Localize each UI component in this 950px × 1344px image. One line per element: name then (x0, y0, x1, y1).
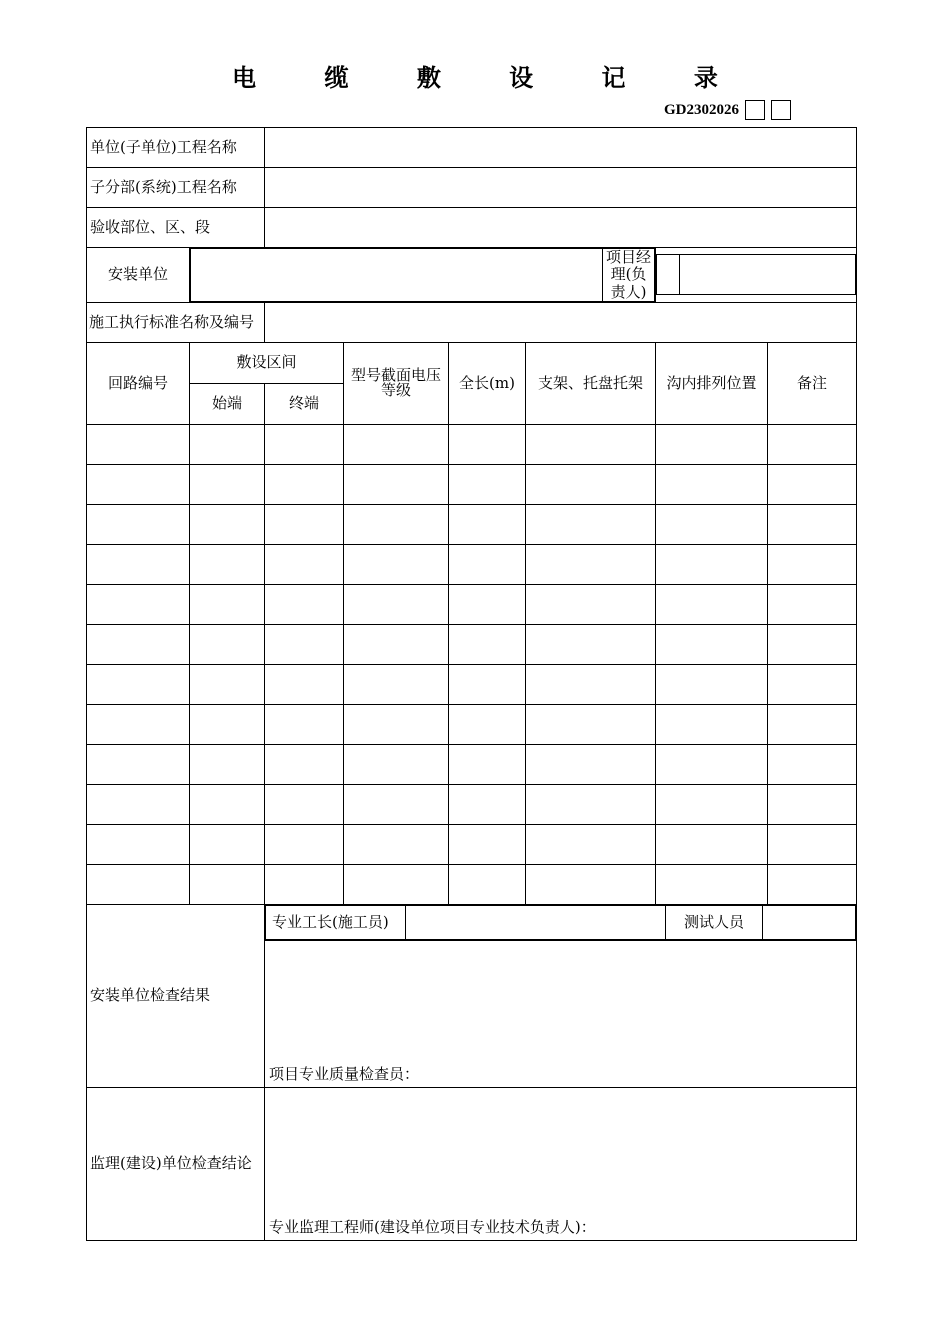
table-cell[interactable] (768, 464, 857, 504)
supervision-conclusion-area[interactable] (265, 1087, 857, 1240)
table-cell[interactable] (656, 824, 768, 864)
table-cell[interactable] (768, 704, 857, 744)
table-cell[interactable] (344, 584, 449, 624)
install-unit-label: 安装单位 (87, 248, 190, 303)
table-cell[interactable] (265, 664, 344, 704)
table-cell[interactable] (768, 864, 857, 904)
table-cell[interactable] (344, 544, 449, 584)
table-cell[interactable] (87, 544, 190, 584)
table-cell[interactable] (87, 504, 190, 544)
table-cell[interactable] (265, 584, 344, 624)
table-row (87, 584, 857, 624)
table-cell[interactable] (87, 744, 190, 784)
table-cell[interactable] (768, 744, 857, 784)
table-cell[interactable] (190, 504, 265, 544)
table-row (87, 784, 857, 824)
table-cell[interactable] (87, 704, 190, 744)
acceptance-part-label: 验收部位、区、段 (87, 208, 265, 248)
table-cell[interactable] (344, 424, 449, 464)
table-cell[interactable] (344, 784, 449, 824)
table-cell[interactable] (449, 864, 526, 904)
table-cell[interactable] (526, 544, 656, 584)
table-row (87, 464, 857, 504)
table-cell[interactable] (265, 464, 344, 504)
supervision-label: 监理(建设)单位检查结论 (87, 1087, 265, 1240)
table-cell[interactable] (190, 824, 265, 864)
table-cell[interactable] (449, 544, 526, 584)
cable-laying-record-table (86, 127, 857, 1241)
table-cell[interactable] (190, 424, 265, 464)
table-cell[interactable] (344, 664, 449, 704)
table-cell[interactable] (190, 784, 265, 824)
table-cell[interactable] (449, 464, 526, 504)
table-row (87, 624, 857, 664)
table-cell[interactable] (265, 624, 344, 664)
table-row (87, 864, 857, 904)
table-cell[interactable] (265, 864, 344, 904)
table-row (87, 504, 857, 544)
table-cell[interactable] (656, 504, 768, 544)
code-checkbox-2[interactable] (771, 100, 791, 120)
unit-project-label: 单位(子单位)工程名称 (87, 128, 265, 168)
project-manager-label: 项目经理(负责人) (603, 249, 655, 302)
table-cell[interactable] (344, 824, 449, 864)
unit-project-value[interactable] (265, 128, 857, 168)
standard-label: 施工执行标准名称及编号 (87, 302, 265, 342)
table-cell[interactable] (526, 624, 656, 664)
project-manager-value[interactable] (680, 255, 856, 295)
page-title: 电 缆 敷 设 记 录 (232, 63, 748, 92)
col-remark: 备注 (768, 342, 857, 424)
table-cell[interactable] (344, 504, 449, 544)
tester-value[interactable] (763, 905, 856, 939)
supervisor-sign-label: 专业监理工程师(建设单位项目专业技术负责人)： (269, 1217, 596, 1236)
table-cell[interactable] (190, 704, 265, 744)
table-cell[interactable] (265, 504, 344, 544)
table-cell[interactable] (190, 744, 265, 784)
table-cell[interactable] (190, 864, 265, 904)
table-cell[interactable] (526, 584, 656, 624)
table-cell[interactable] (449, 784, 526, 824)
col-length: 全长(m) (449, 342, 526, 424)
table-cell[interactable] (526, 464, 656, 504)
table-cell[interactable] (344, 864, 449, 904)
table-cell[interactable] (190, 544, 265, 584)
table-cell[interactable] (656, 584, 768, 624)
table-cell[interactable] (656, 704, 768, 744)
table-cell[interactable] (87, 424, 190, 464)
table-cell[interactable] (768, 824, 857, 864)
table-cell[interactable] (344, 464, 449, 504)
table-cell[interactable] (87, 864, 190, 904)
col-trench-position: 沟内排列位置 (656, 342, 768, 424)
col-circuit-no: 回路编号 (87, 342, 190, 424)
table-cell[interactable] (87, 664, 190, 704)
table-cell[interactable] (344, 744, 449, 784)
table-cell[interactable] (449, 744, 526, 784)
col-support: 支架、托盘托架 (526, 342, 656, 424)
table-cell[interactable] (449, 704, 526, 744)
table-cell[interactable] (265, 544, 344, 584)
table-cell[interactable] (656, 624, 768, 664)
table-cell[interactable] (190, 464, 265, 504)
table-cell[interactable] (656, 664, 768, 704)
standard-value[interactable] (265, 302, 857, 342)
table-row (87, 544, 857, 584)
foreman-value[interactable] (406, 905, 666, 939)
table-cell[interactable] (449, 624, 526, 664)
code-checkbox-1[interactable] (745, 100, 765, 120)
table-cell[interactable] (265, 744, 344, 784)
table-cell[interactable] (768, 664, 857, 704)
table-row (87, 664, 857, 704)
form-code-area (664, 99, 791, 121)
table-cell[interactable] (526, 784, 656, 824)
table-cell[interactable] (768, 544, 857, 584)
table-cell[interactable] (190, 584, 265, 624)
form-code: GD2302026 (664, 101, 739, 118)
table-cell[interactable] (656, 784, 768, 824)
table-cell[interactable] (190, 664, 265, 704)
table-row (87, 424, 857, 464)
foreman-label: 专业工长(施工员) (266, 905, 406, 939)
quality-inspector-label: 项目专业质量检查员： (269, 1064, 420, 1083)
sub-project-value[interactable] (265, 168, 857, 208)
table-cell[interactable] (526, 504, 656, 544)
table-cell[interactable] (344, 624, 449, 664)
table-cell[interactable] (526, 744, 656, 784)
col-model-spec: 型号截面电压等级 (344, 342, 449, 424)
table-cell[interactable] (526, 424, 656, 464)
table-row (87, 704, 857, 744)
table-cell[interactable] (768, 424, 857, 464)
table-cell[interactable] (449, 584, 526, 624)
table-cell[interactable] (265, 784, 344, 824)
table-cell[interactable] (656, 424, 768, 464)
table-cell[interactable] (449, 664, 526, 704)
table-cell[interactable] (265, 824, 344, 864)
table-cell[interactable] (656, 744, 768, 784)
table-cell[interactable] (449, 824, 526, 864)
table-cell[interactable] (87, 464, 190, 504)
table-cell[interactable] (526, 824, 656, 864)
table-cell[interactable] (526, 864, 656, 904)
table-cell[interactable] (526, 704, 656, 744)
table-cell[interactable] (190, 624, 265, 664)
tester-label: 测试人员 (666, 905, 763, 939)
install-check-result-area[interactable] (265, 940, 857, 1087)
col-start: 始端 (190, 383, 265, 424)
table-row (87, 744, 857, 784)
install-check-label: 安装单位检查结果 (87, 904, 265, 1087)
table-cell[interactable] (526, 664, 656, 704)
table-cell[interactable] (768, 504, 857, 544)
project-manager-spacer (657, 255, 680, 295)
table-cell[interactable] (265, 424, 344, 464)
table-cell[interactable] (656, 464, 768, 504)
col-end: 终端 (265, 383, 344, 424)
table-row (87, 824, 857, 864)
table-cell[interactable] (87, 784, 190, 824)
table-cell[interactable] (344, 704, 449, 744)
table-cell[interactable] (87, 624, 190, 664)
table-cell[interactable] (768, 584, 857, 624)
table-cell[interactable] (768, 784, 857, 824)
table-cell[interactable] (656, 544, 768, 584)
sub-project-label: 子分部(系统)工程名称 (87, 168, 265, 208)
table-cell[interactable] (265, 704, 344, 744)
table-cell[interactable] (768, 624, 857, 664)
install-unit-value[interactable] (191, 249, 603, 302)
table-cell[interactable] (449, 504, 526, 544)
table-cell[interactable] (87, 824, 190, 864)
acceptance-part-value[interactable] (265, 208, 857, 248)
col-laying-section: 敷设区间 (190, 342, 344, 383)
table-cell[interactable] (449, 424, 526, 464)
table-cell[interactable] (656, 864, 768, 904)
table-cell[interactable] (87, 584, 190, 624)
